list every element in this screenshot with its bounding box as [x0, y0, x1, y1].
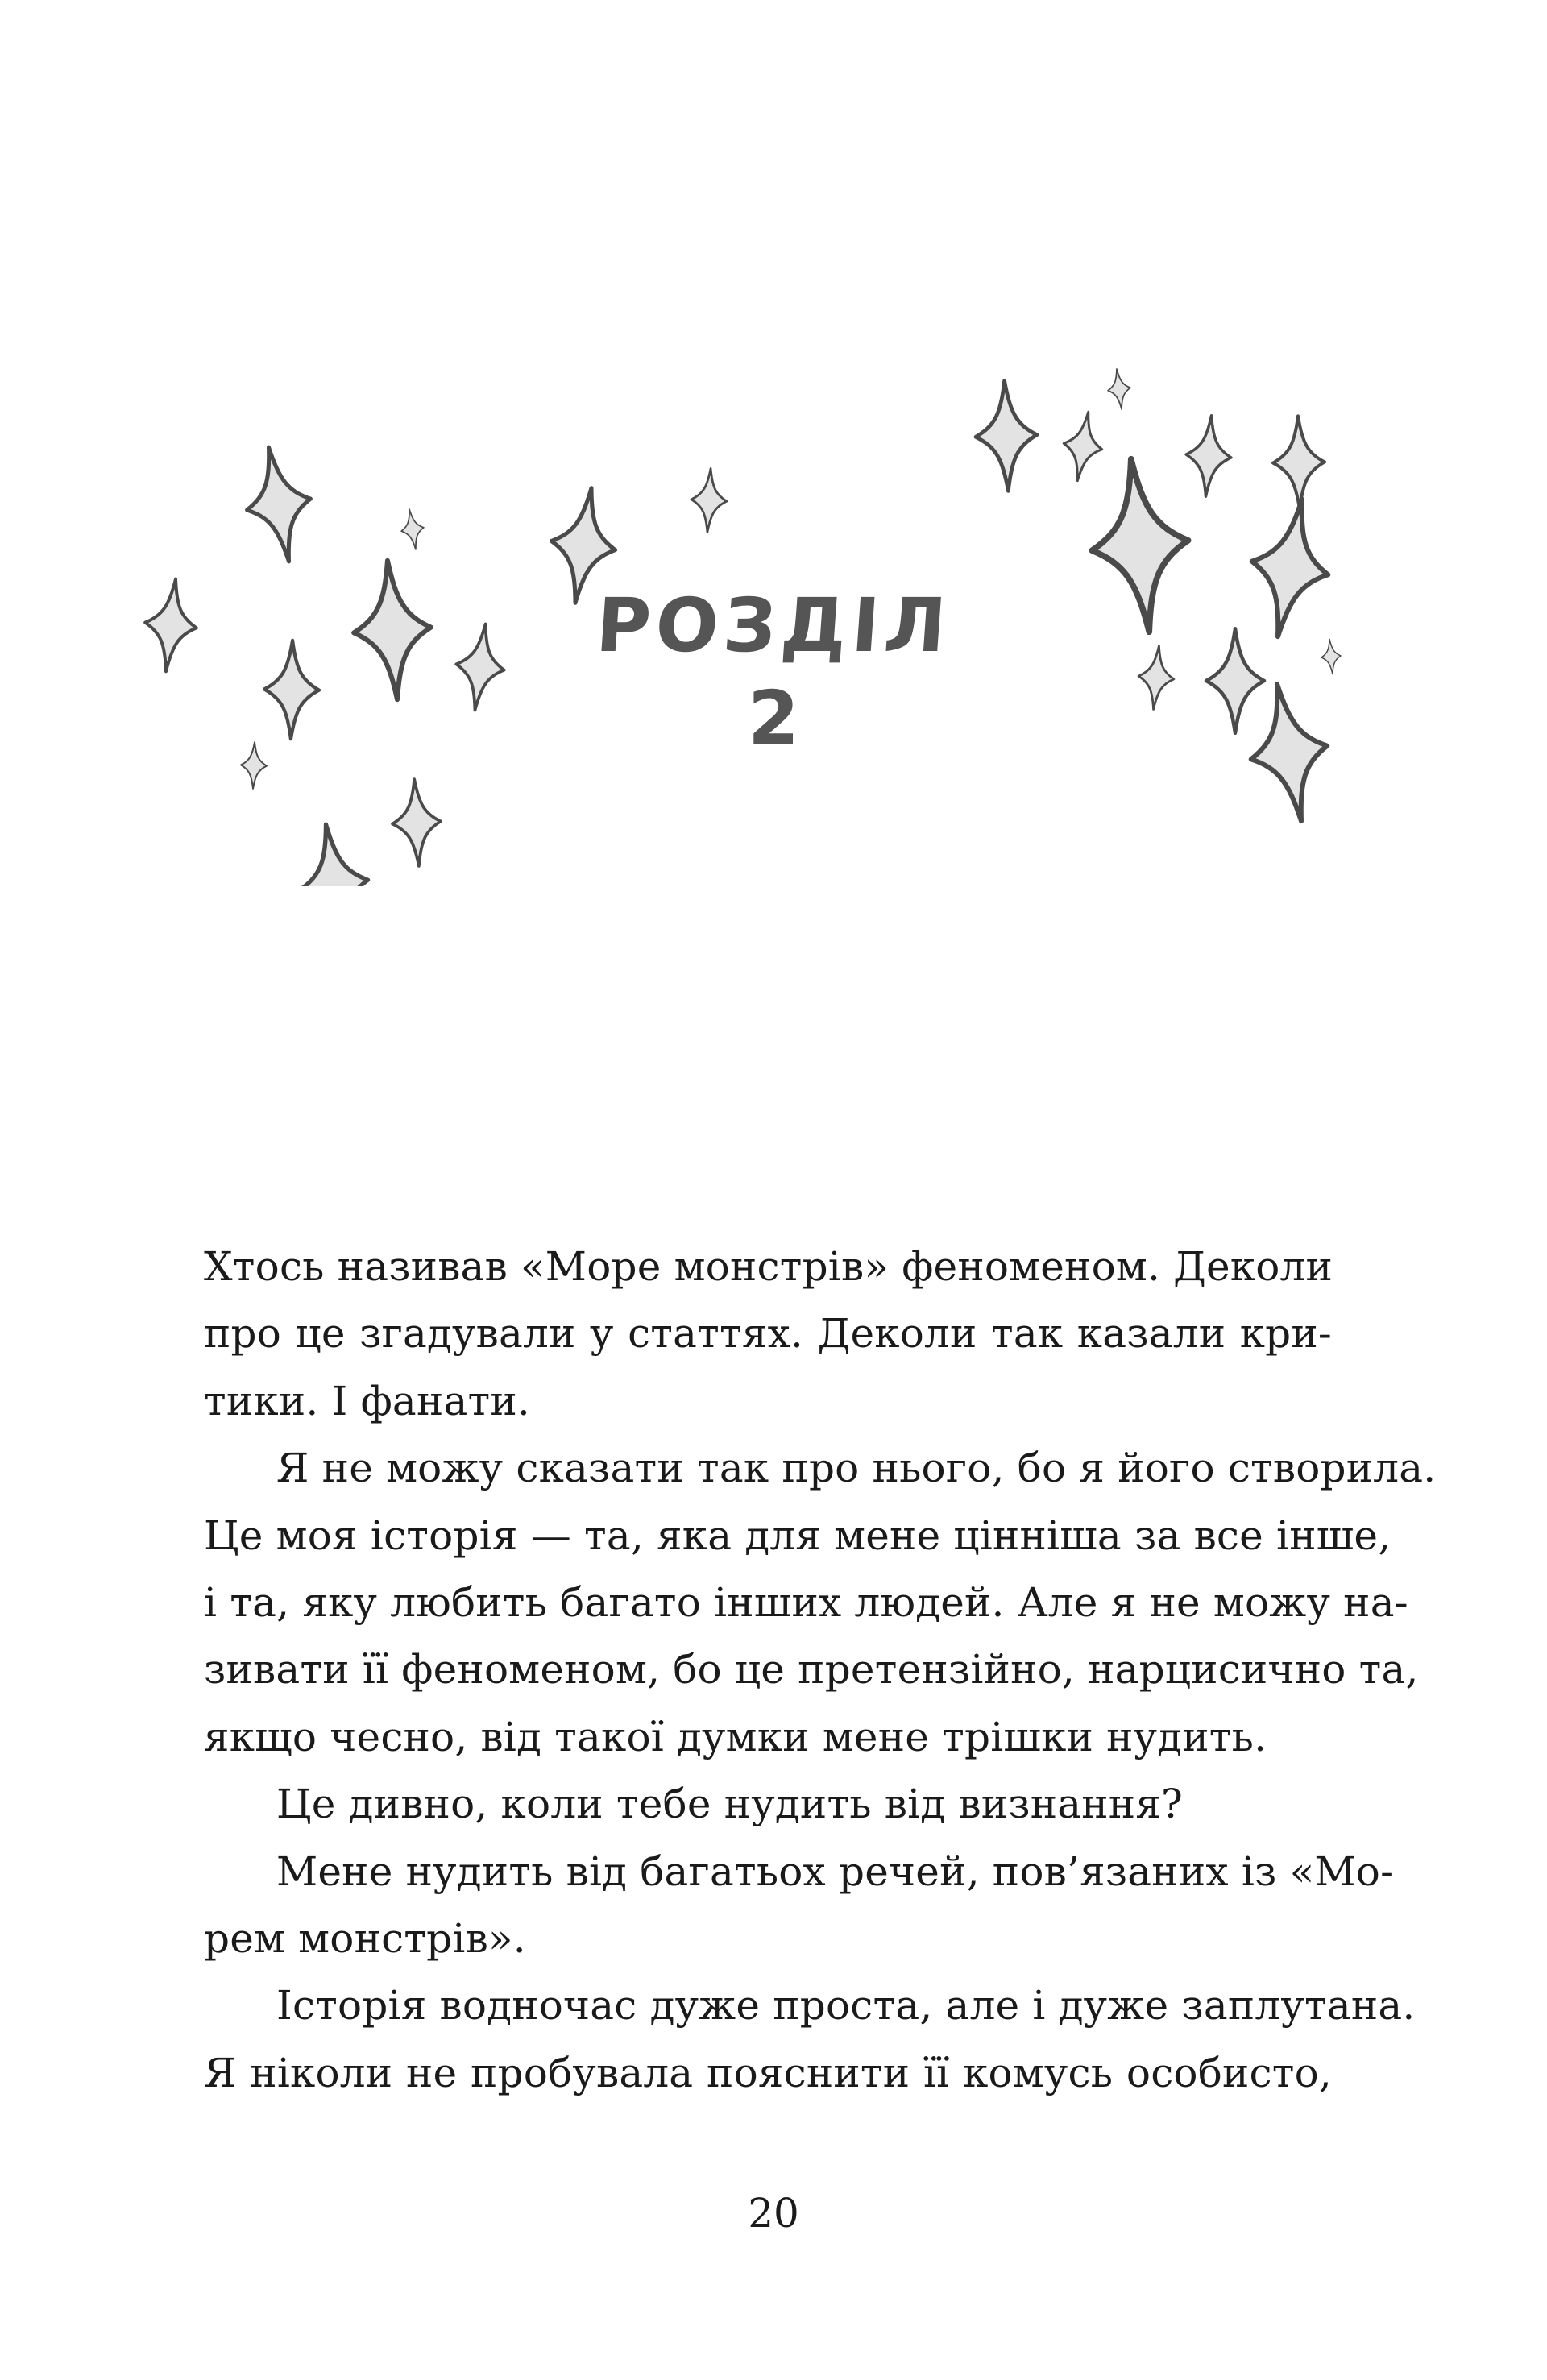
text-line: якщо чесно, від такої думки мене трішки нудить.: [204, 1713, 1267, 1760]
text-line: Хтось називав «Море монстрів» феноменом. Деколи: [204, 1243, 1333, 1290]
sparkle-star-icon: [1184, 414, 1234, 498]
page-number: 20: [748, 2190, 799, 2237]
chapter-heading: [0, 582, 1547, 759]
text-line: Мене нудить від багатьох речей, пов’язаних із «Мо-: [276, 1847, 1395, 1895]
text-line: Я не можу сказати так про нього, бо я його створила.: [276, 1445, 1437, 1492]
sparkle-star-icon: [390, 778, 443, 868]
text-line: і та, яку любить багато інших людей. Але я не можу на-: [204, 1578, 1408, 1626]
text-line: Це дивно, коли тебе нудить від визнання?: [276, 1781, 1184, 1828]
sparkle-star-icon: [398, 508, 427, 551]
sparkle-star-icon: [1059, 409, 1108, 484]
chapter-number: 2: [747, 675, 799, 761]
sparkle-star-icon: [1272, 416, 1325, 509]
text-line: рем монстрів».: [204, 1914, 526, 1962]
text-line: Я ніколи не пробувала пояснити її комусь особисто,: [204, 2049, 1332, 2096]
chapter-word: РОЗДІЛ: [593, 583, 954, 669]
sparkle-star-icon: [1105, 367, 1133, 410]
text-line: Історія водночас дуже проста, але і дуже заплутана.: [276, 1982, 1416, 2030]
text-line: зивати її феноменом, бо це претензійно, нарцисично та,: [204, 1646, 1419, 1694]
text-line: Це моя історія — та, яка для мене цінніша за все інше,: [204, 1511, 1391, 1559]
sparkle-star-icon: [690, 467, 728, 533]
sparkle-star-icon: [237, 442, 321, 567]
text-line: тики. І фанати.: [204, 1377, 530, 1424]
sparkle-star-icon: [292, 819, 376, 886]
body-text: [204, 1234, 1437, 2107]
text-line: про це згадували у статтях. Деколи так казали кри-: [204, 1310, 1332, 1358]
sparkle-star-icon: [974, 379, 1039, 491]
